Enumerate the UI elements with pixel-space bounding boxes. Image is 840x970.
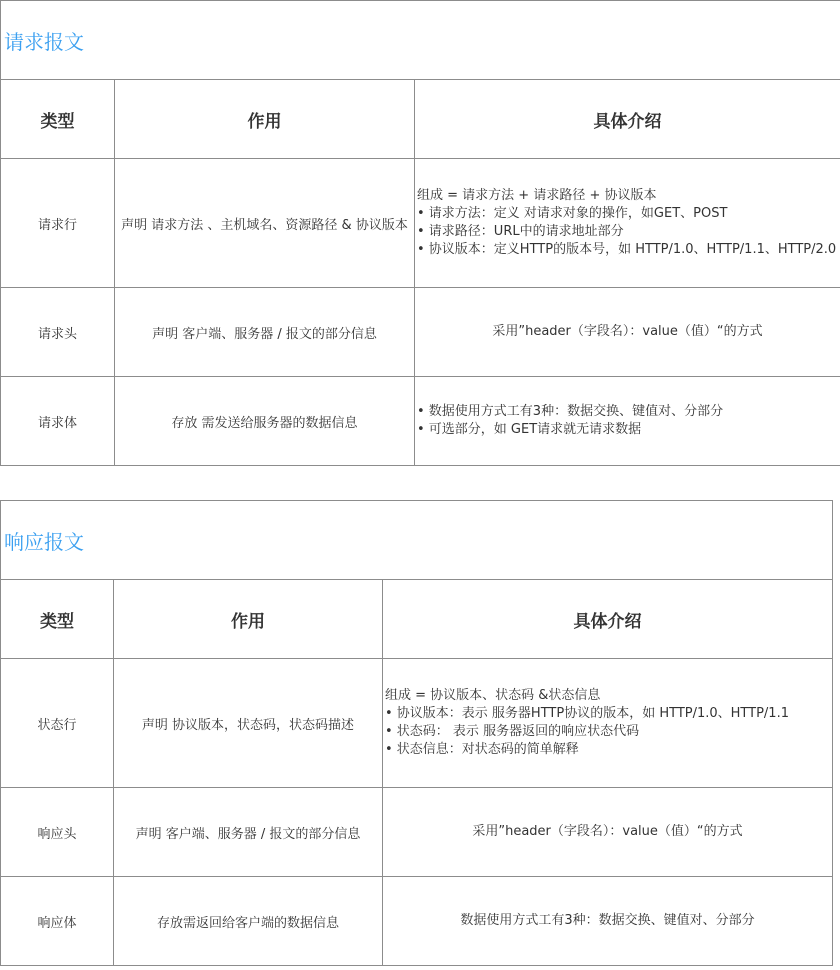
request-title: 请求报文 <box>4 29 84 54</box>
row-detail <box>415 159 840 288</box>
request-title-cell <box>1 1 840 80</box>
detail-line: 组成 = 请求方法 + 请求路径 + 协议版本 <box>417 188 657 203</box>
row-detail <box>415 288 840 377</box>
request-header-row <box>1 80 840 159</box>
row-purpose: 存放 需发送给服务器的数据信息 <box>115 377 415 466</box>
row-purpose: 声明 请求方法 、主机域名、资源路径 & 协议版本 <box>115 159 415 288</box>
detail-line: • 请求方法：定义 对请求对象的操作，如GET、POST <box>417 206 728 221</box>
col-header-purpose: 作用 <box>114 580 383 659</box>
col-header-detail: 具体介绍 <box>415 80 840 159</box>
row-detail <box>383 877 833 966</box>
detail-line: 组成 = 协议版本、状态码 &状态信息 <box>385 688 601 703</box>
detail-line: 数据使用方式工有3种：数据交换、键值对、分部分 <box>460 913 755 928</box>
row-type: 请求行 <box>1 159 115 288</box>
table-row <box>1 377 840 466</box>
response-table <box>0 500 833 966</box>
row-type: 状态行 <box>1 659 114 788</box>
table-row <box>1 288 840 377</box>
detail-line: 采用”header（字段名）：value（值）“的方式 <box>492 324 763 339</box>
row-purpose: 声明 客户端、服务器 / 报文的部分信息 <box>115 288 415 377</box>
col-header-detail: 具体介绍 <box>383 580 833 659</box>
row-purpose: 声明 协议版本，状态码，状态码描述 <box>114 659 383 788</box>
row-type: 响应体 <box>1 877 114 966</box>
row-detail <box>415 377 840 466</box>
response-title: 响应报文 <box>4 529 84 554</box>
row-type: 响应头 <box>1 788 114 877</box>
row-detail <box>383 788 833 877</box>
col-header-purpose: 作用 <box>115 80 415 159</box>
table-row <box>1 877 833 966</box>
request-table <box>0 0 840 466</box>
response-header-row <box>1 580 833 659</box>
table-row <box>1 788 833 877</box>
row-purpose: 声明 客户端、服务器 / 报文的部分信息 <box>114 788 383 877</box>
response-title-cell <box>1 501 833 580</box>
detail-line: • 状态码： 表示 服务器返回的响应状态代码 <box>385 724 640 739</box>
detail-line: • 状态信息：对状态码的简单解释 <box>385 742 579 757</box>
row-type: 请求头 <box>1 288 115 377</box>
row-purpose: 存放需返回给客户端的数据信息 <box>114 877 383 966</box>
col-header-type: 类型 <box>1 580 114 659</box>
table-row <box>1 659 833 788</box>
col-header-type: 类型 <box>1 80 115 159</box>
detail-line: 采用”header（字段名）：value（值）“的方式 <box>472 824 743 839</box>
detail-line: • 数据使用方式工有3种：数据交换、键值对、分部分 <box>417 404 724 419</box>
table-row <box>1 159 840 288</box>
detail-line: • 请求路径：URL中的请求地址部分 <box>417 224 624 239</box>
detail-line: • 协议版本：定义HTTP的版本号，如 HTTP/1.0、HTTP/1.1、HTTP/2.0 <box>417 242 837 257</box>
row-type: 请求体 <box>1 377 115 466</box>
detail-line: • 协议版本：表示 服务器HTTP协议的版本，如 HTTP/1.0、HTTP/1.1 <box>385 706 789 721</box>
row-detail <box>383 659 833 788</box>
detail-line: • 可选部分，如 GET请求就无请求数据 <box>417 422 642 437</box>
